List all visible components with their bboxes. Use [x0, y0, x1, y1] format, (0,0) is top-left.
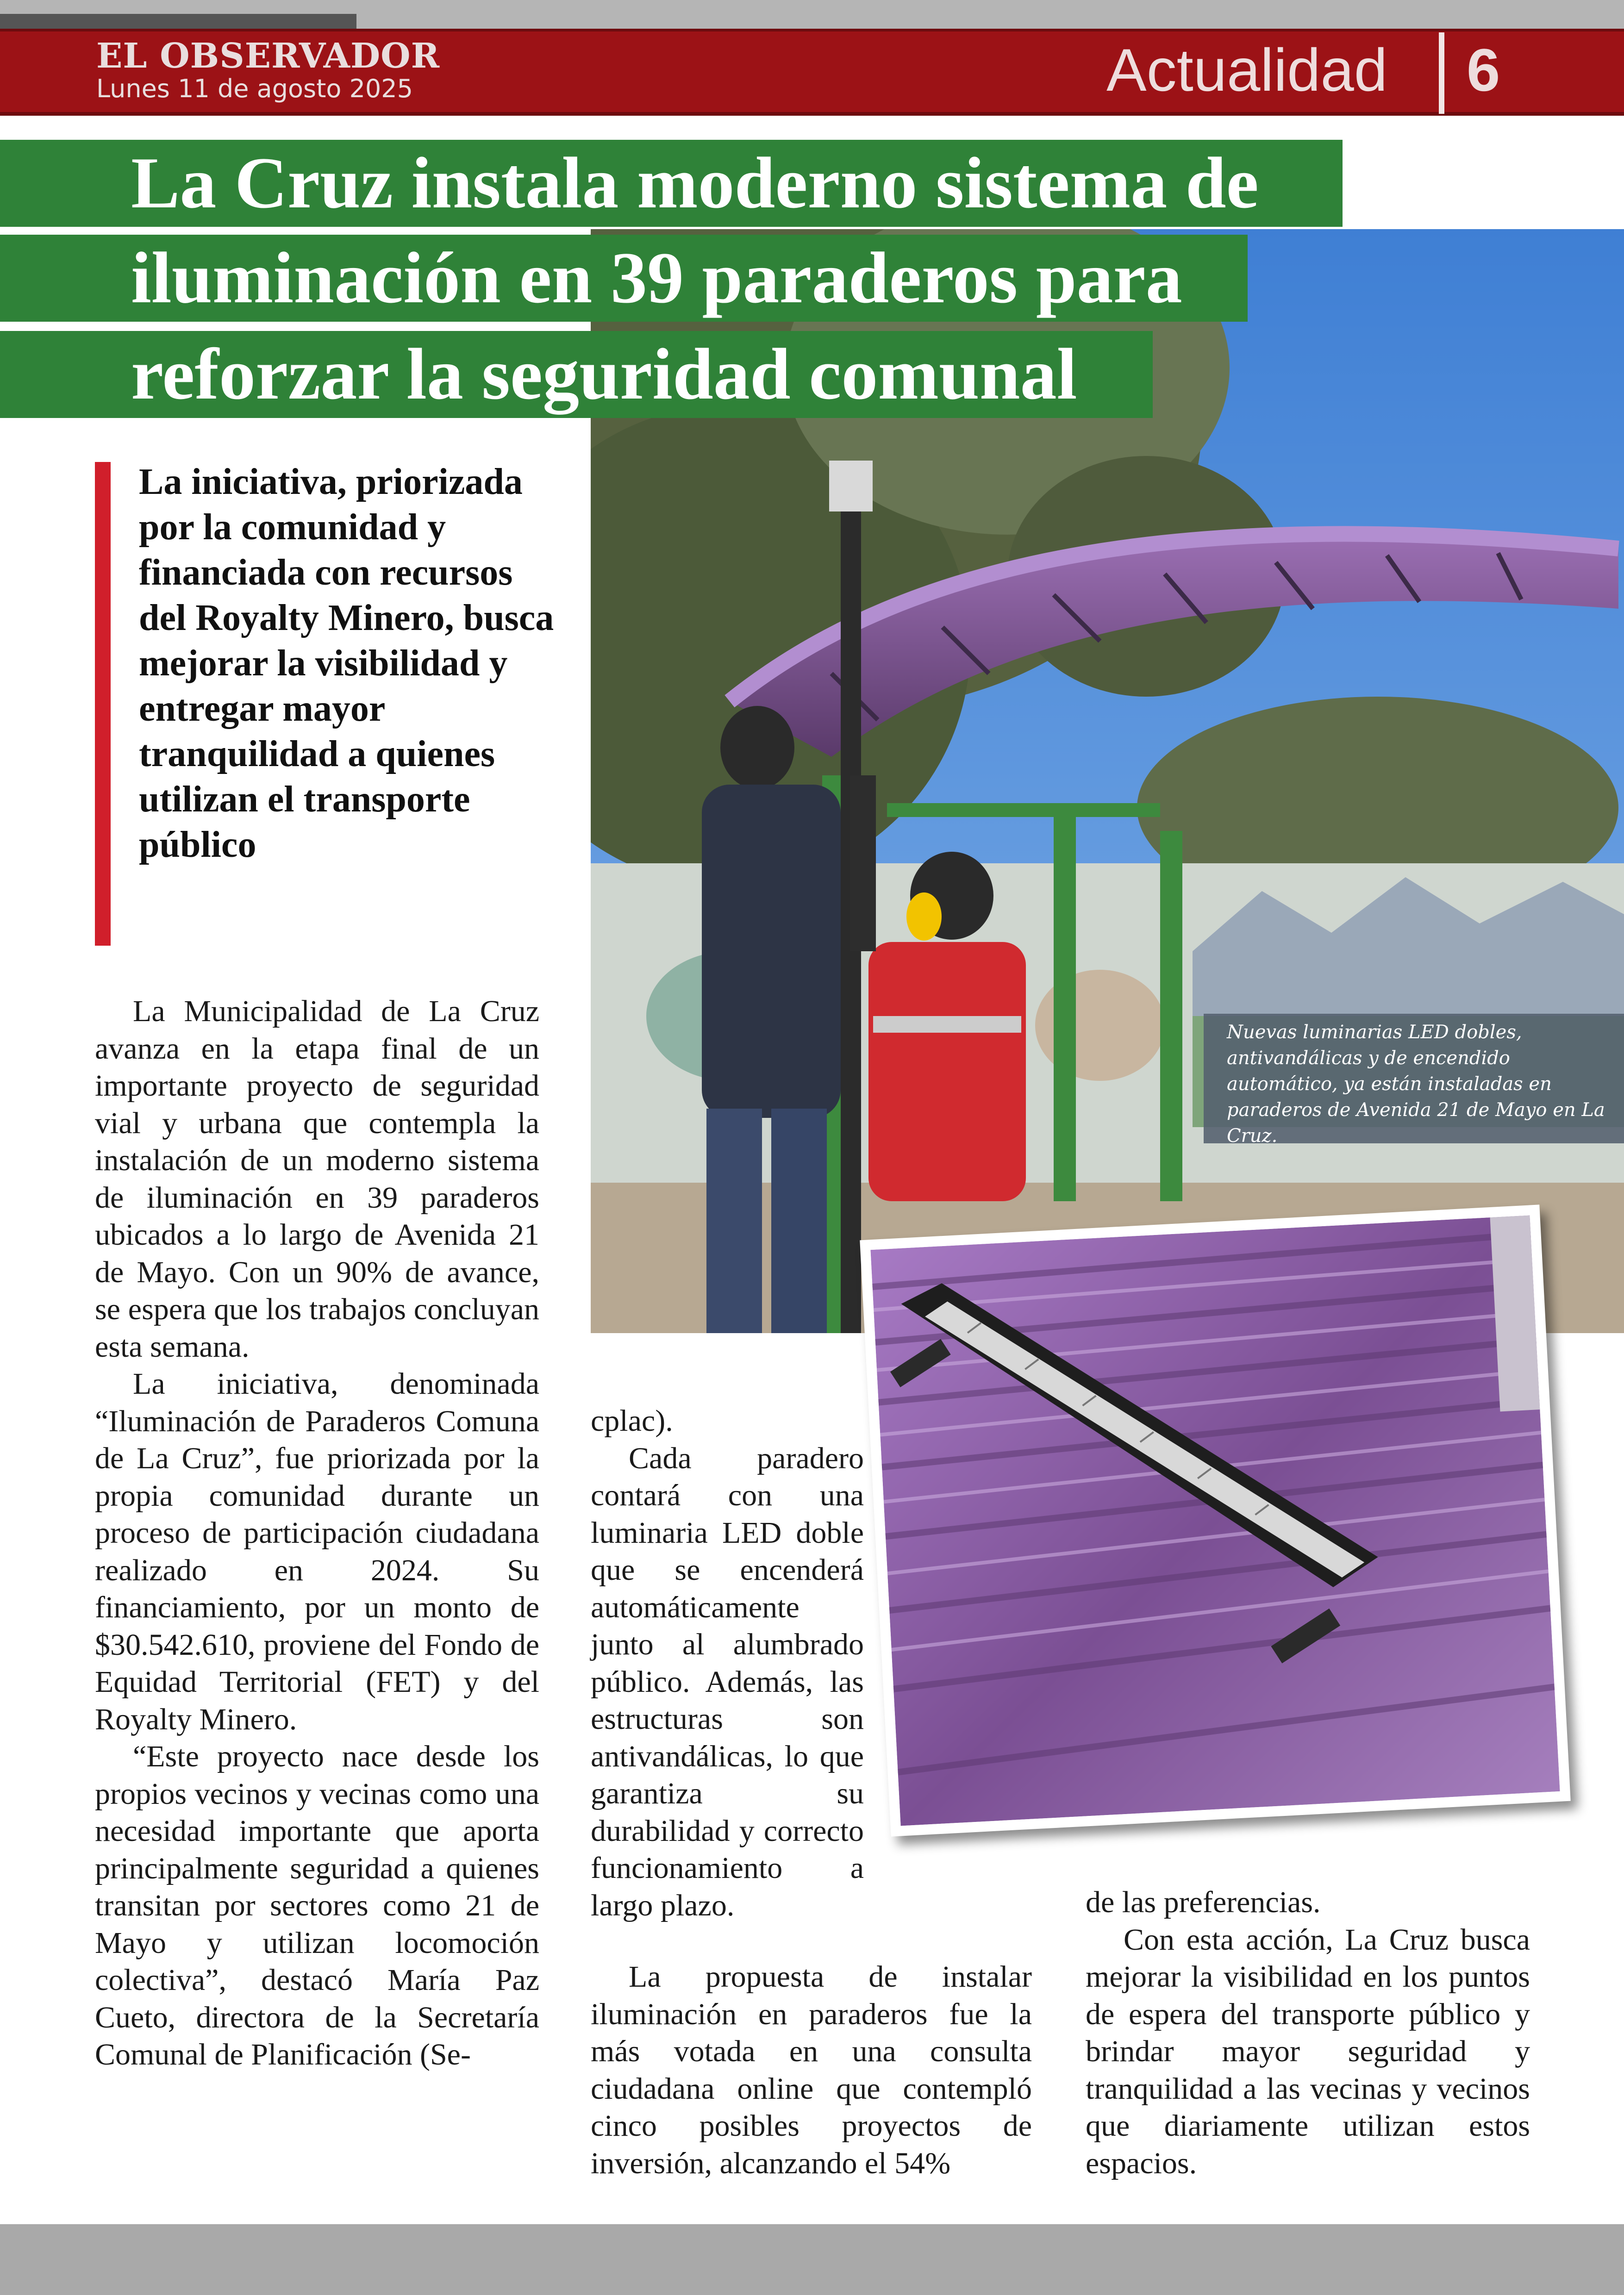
body-paragraph-5-end: de las preferencias. [1086, 1885, 1321, 1919]
page-number: 6 [1467, 36, 1500, 104]
body-paragraph-2: La iniciativa, denominada “Iluminación de Paraderos Comuna de La Cruz”, fue priorizada por la propia comunidad durante un proceso de participación ciudadana realizado en 2024. Su financiamiento, por un monto de $30.542.610, proviene del Fondo de Equidad Territorial (FET) y del Royalty Minero. [95, 1367, 539, 1736]
section-name: Actualidad [1106, 36, 1388, 104]
section-divider [1439, 32, 1444, 114]
body-paragraph-6: Con esta acción, La Cruz busca mejorar la visibilidad en los puntos de espera del transporte público y brindar mayor seguridad y tranquilidad a las vecinas y vecinos que diariamente utilizan estos espacios. [1086, 1922, 1530, 2180]
body-paragraph-1: La Municipalidad de La Cruz avanza en la etapa final de un importante proyecto de seguridad vial y urbana que contempla la instalación de un moderno sistema de iluminación en 39 paraderos ubicados a lo largo de Avenida 21 de Mayo. Con un 90% de avance, se espera que los trabajos concluyan esta semana. [95, 994, 539, 1364]
lead-paragraph: La iniciativa, priorizada por la comunidad y financiada con recursos del Royalty Minero, busca mejorar la visibilidad y entregar mayor tranquilidad a quienes utilizan el transporte público [139, 461, 554, 865]
second-photo-frame [860, 1204, 1570, 1836]
bottom-grey-strip [0, 2224, 1624, 2295]
lead-accent-bar [95, 462, 111, 946]
body-paragraph-3: “Este proyecto nace desde los propios vecinos y vecinas como una necesidad importante que aporta principalmente seguridad a quienes transitan por sectores como 21 de Mayo y utilizan locomoción colectiva”, destacó María Paz Cueto, directora de la Secretaría Comunal de Planificación (Se- [95, 1740, 539, 2071]
body-column-2-top [591, 1403, 864, 1924]
body-paragraph-4: Cada paradero contará con una luminaria LED doble que se encenderá automáticamente junto al alumbrado público. Además, las estructuras son antivandálicas, lo que garantiza su durabilidad y correcto funcionamiento a largo plazo. [591, 1441, 864, 1922]
body-paragraph-5: La propuesta de instalar iluminación en paraderos fue la más votada en una consulta ciudadana online que contempló cinco posibles proyectos de inversión, alcanzando el 54% [591, 1960, 1032, 2180]
top-dark-tab [0, 14, 356, 29]
second-photo [860, 1204, 1570, 1836]
body-column-2-bottom [591, 1958, 1032, 2182]
body-column-3 [1086, 1884, 1530, 2182]
newspaper-name: EL OBSERVADOR [96, 36, 440, 76]
body-column-1 [95, 993, 539, 2074]
headline-line-3: reforzar la seguridad comunal [131, 334, 1077, 415]
headline-line-2: iluminación en 39 paraderos para [131, 237, 1182, 318]
headline-line-1: La Cruz instala moderno sistema de [131, 143, 1259, 224]
photo-caption-box [1204, 1014, 1624, 1147]
body-paragraph-3-end: cplac). [591, 1404, 673, 1438]
issue-date: Lunes 11 de agosto 2025 [96, 74, 413, 103]
photo-caption: Nuevas luminarias LED dobles, antivandálicas y de encendido automático, ya están instaladas en paraderos de Avenida 21 de Mayo en La Cruz. [1227, 1022, 1605, 1147]
